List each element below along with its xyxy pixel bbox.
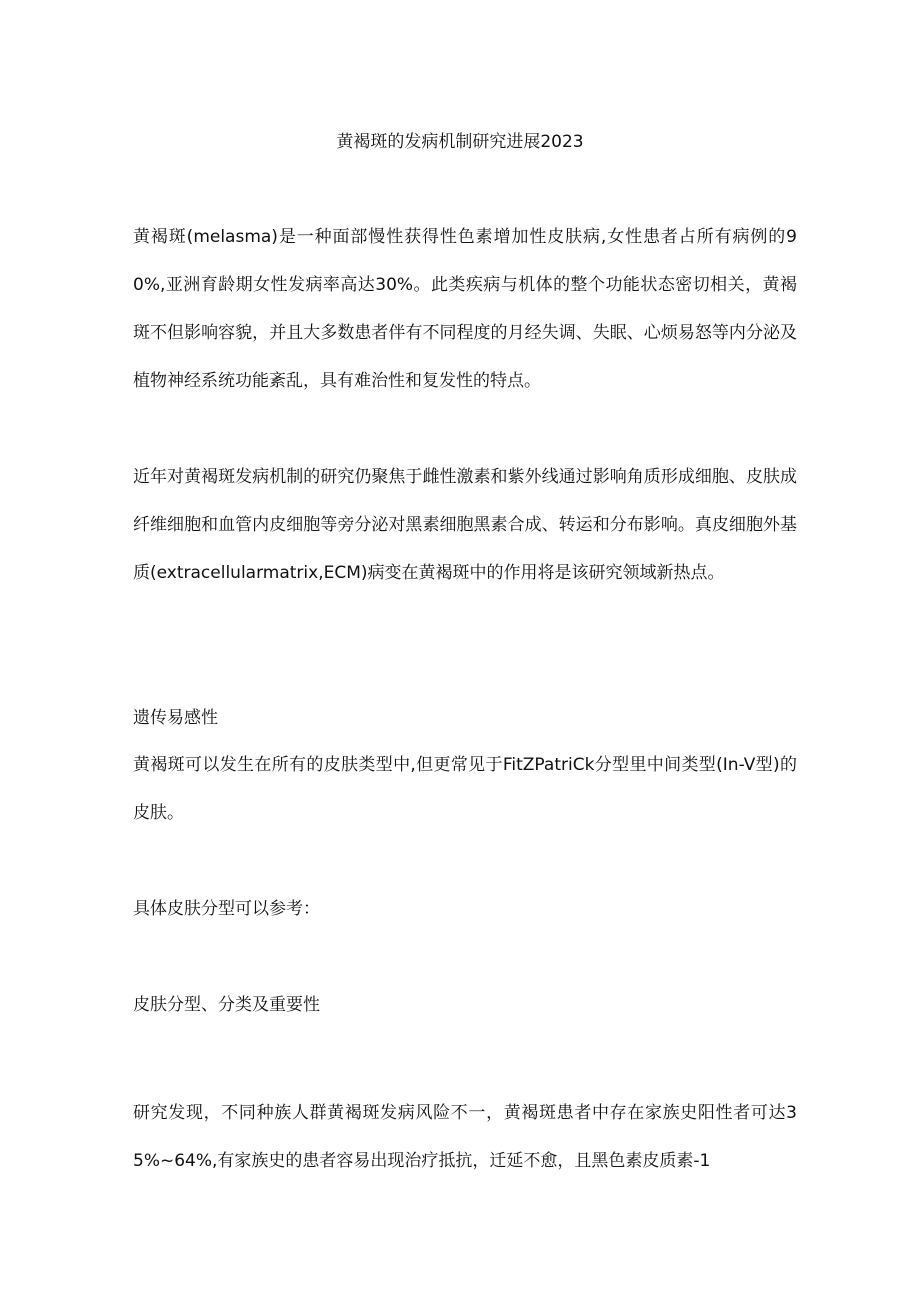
document-title: 黄褐斑的发病机制研究进展2023 bbox=[336, 132, 584, 152]
findings-paragraph: 研究发现，不同种族人群黄褐斑发病风险不一，黄褐斑患者中存在家族史阳性者可达35%~64%,有家族史的患者容易出现治疗抵抗，迁延不愈，且黑色素皮质素-1 bbox=[133, 1103, 797, 1171]
intro-paragraph: 黄褐斑(melasma)是一种面部慢性获得性色素增加性皮肤病,女性患者占所有病例的90%,亚洲育龄期女性发病率高达30%。此类疾病与机体的整个功能状态密切相关，黄褐斑不但影响容貌，并且大多数患者伴有不同程度的月经失调、失眠、心烦易怒等内分泌及植物神经系统功能紊乱，具有难治性和复发性的特点。 bbox=[133, 227, 797, 391]
skin-type-heading: 皮肤分型、分类及重要性 bbox=[133, 995, 320, 1015]
skin-reference-text: 具体皮肤分型可以参考： bbox=[133, 899, 320, 919]
genetic-paragraph: 黄褐斑可以发生在所有的皮肤类型中,但更常见于FitZPatriCk分型里中间类型(In-V型)的皮肤。 bbox=[133, 755, 797, 823]
research-paragraph: 近年对黄褐斑发病机制的研究仍聚焦于雌性激素和紫外线通过影响角质形成细胞、皮肤成纤维细胞和血管内皮细胞等旁分泌对黑素细胞黑素合成、转运和分布影响。真皮细胞外基质(extracellularmatrix,ECM)病变在黄褐斑中的作用将是该研究领域新热点。 bbox=[133, 467, 797, 583]
genetic-heading: 遗传易感性 bbox=[133, 708, 218, 728]
